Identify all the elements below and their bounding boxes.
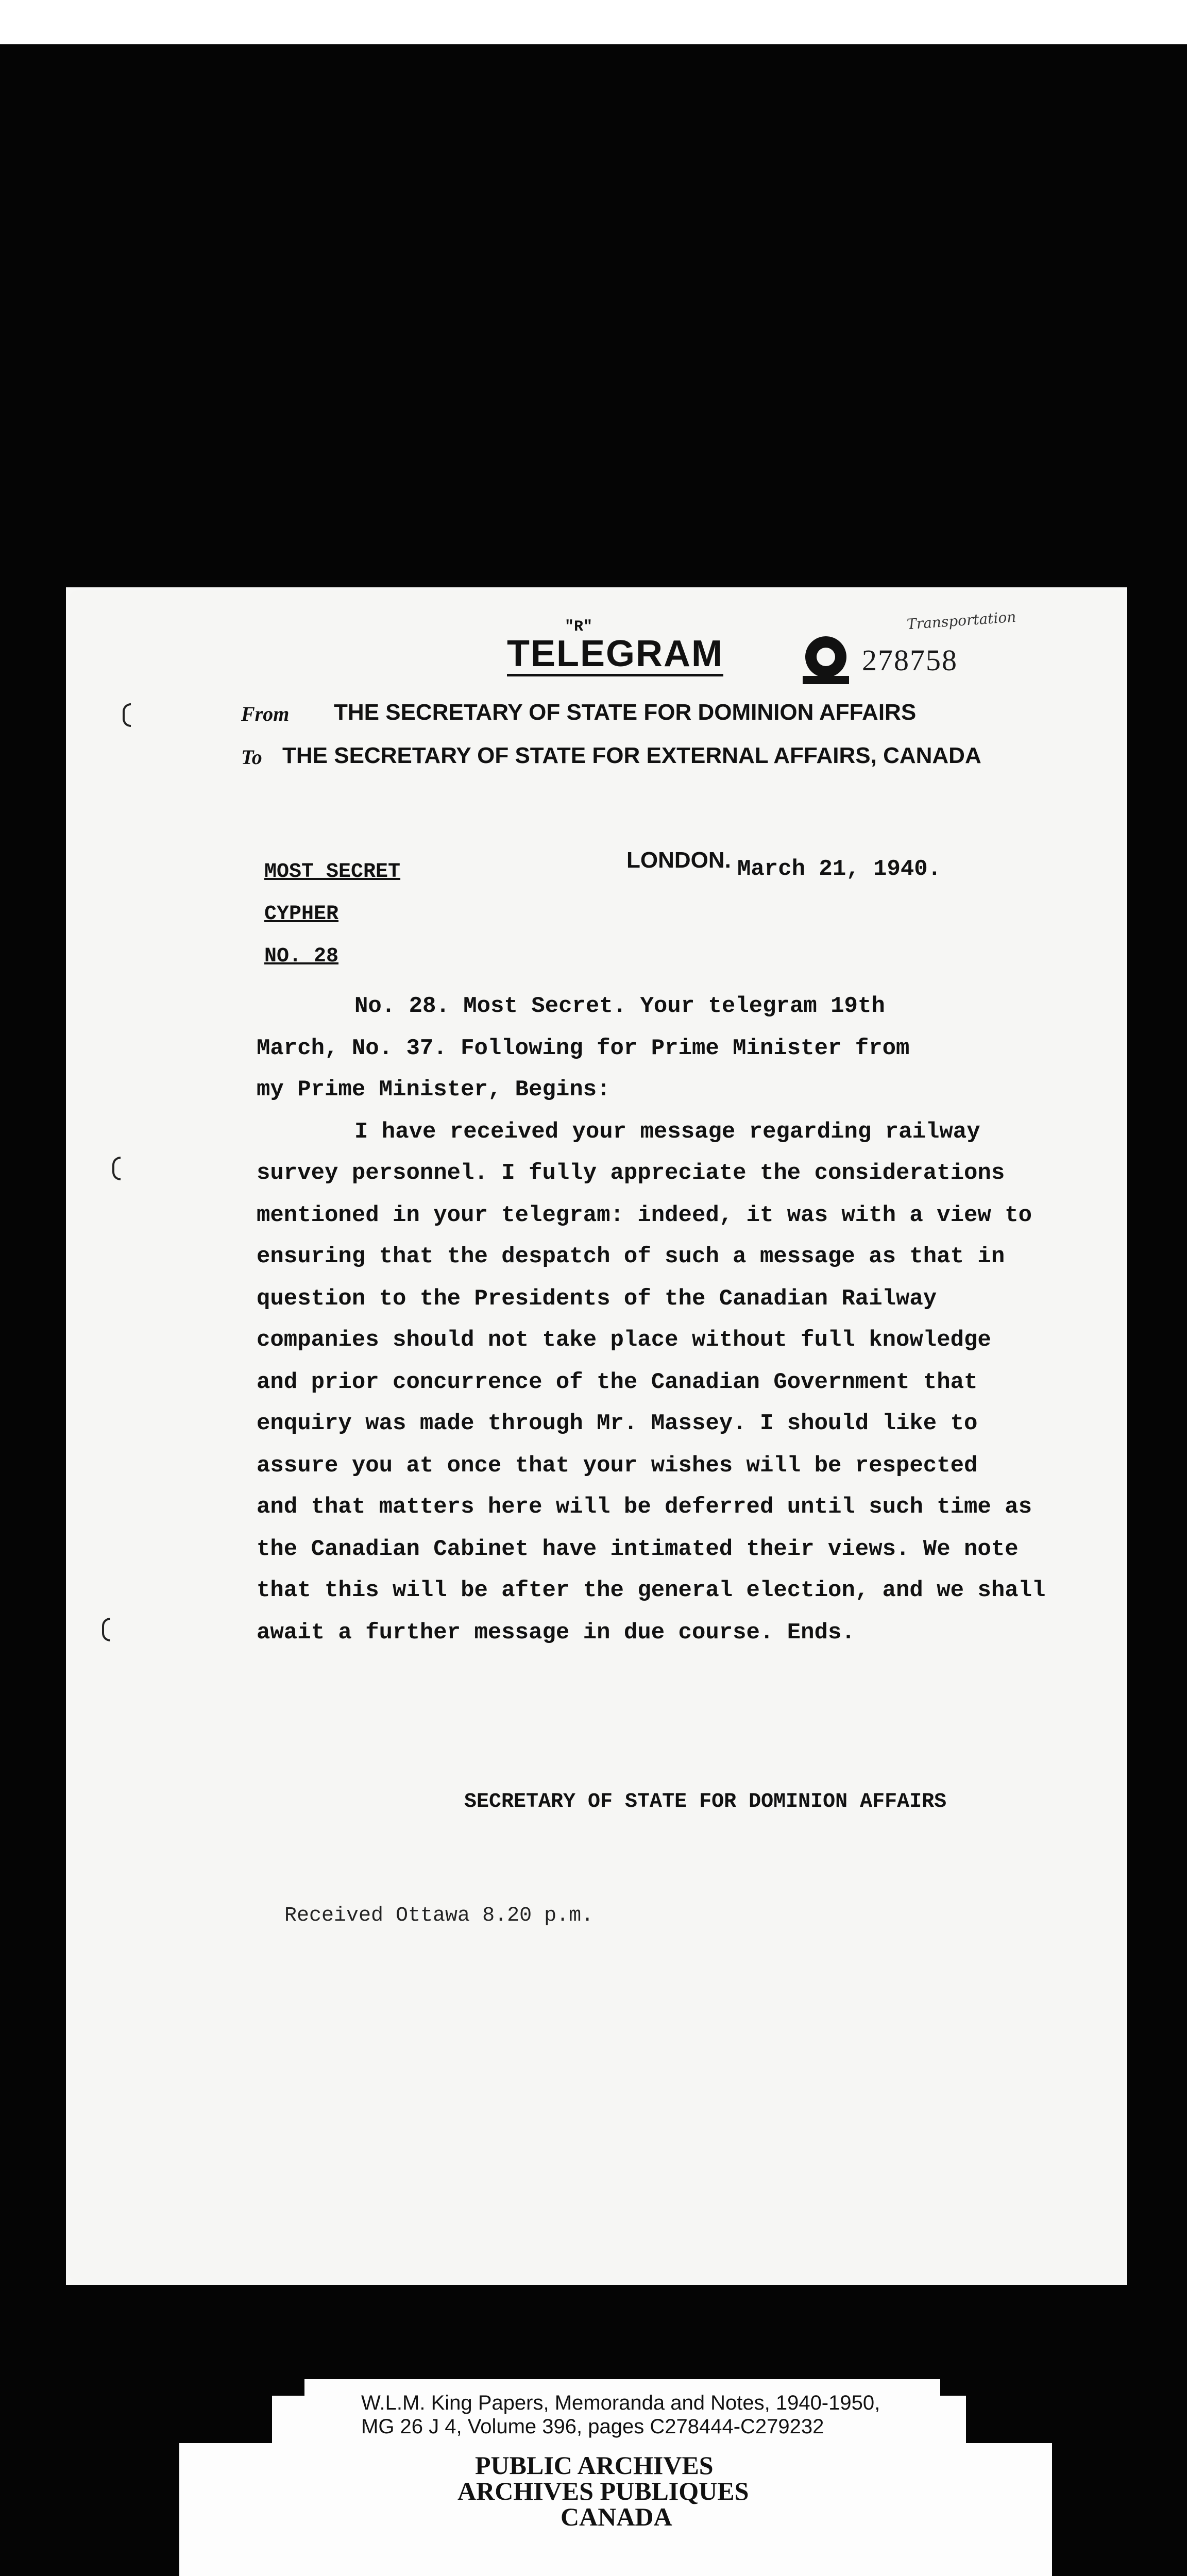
body-line: ensuring that the despatch of such a message as that in — [257, 1244, 1005, 1269]
telegram-sheet — [66, 587, 1127, 2285]
body-line: question to the Presidents of the Canadian Railway — [257, 1286, 937, 1312]
crown-seal-base-icon — [803, 676, 849, 684]
body-line: enquiry was made through Mr. Massey. I should like to — [257, 1411, 978, 1436]
from-label: From — [241, 702, 290, 725]
body-line: await a further message in due course. Ends. — [257, 1620, 855, 1646]
punch-hole-icon — [112, 1157, 121, 1180]
body-line: and that matters here will be deferred until such time as — [257, 1494, 1032, 1520]
archive-reference-line2: MG 26 J 4, Volume 396, pages C278444-C279232 — [361, 2415, 824, 2438]
archive-label-top — [304, 2379, 940, 2443]
archive-stamp-line1: PUBLIC ARCHIVES — [475, 2451, 714, 2480]
telegram-number: 278758 — [862, 643, 958, 677]
date: March 21, 1940. — [737, 856, 942, 882]
punch-hole-icon — [102, 1618, 110, 1641]
body-line: survey personnel. I fully appreciate the considerations — [257, 1160, 1005, 1186]
body-line: companies should not take place without full knowledge — [257, 1327, 991, 1353]
classification-most-secret: MOST SECRET — [264, 860, 401, 884]
body-line: mentioned in your telegram: indeed, it was with a view to — [257, 1202, 1032, 1228]
archive-reference-line1: W.L.M. King Papers, Memoranda and Notes, 1940-1950, — [361, 2392, 880, 2414]
body-line: and prior concurrence of the Canadian Government that — [257, 1369, 978, 1395]
archive-stamp-line3: CANADA — [561, 2502, 672, 2531]
handwritten-note: Transportation — [906, 608, 1017, 633]
punch-hole-icon — [123, 703, 131, 727]
body-line: assure you at once that your wishes will be respected — [257, 1453, 978, 1479]
to-text: THE SECRETARY OF STATE FOR EXTERNAL AFFAIRS, CANADA — [282, 743, 981, 768]
signature: SECRETARY OF STATE FOR DOMINION AFFAIRS — [464, 1790, 947, 1814]
archive-stamp-line2: ARCHIVES PUBLIQUES — [457, 2477, 749, 2505]
classification-number: NO. 28 — [264, 945, 339, 968]
to-label: To — [241, 745, 262, 769]
received-note: Received Ottawa 8.20 p.m. — [284, 1904, 594, 1927]
classification-cypher: CYPHER — [264, 903, 339, 926]
place: LONDON. — [626, 848, 731, 873]
telegram-marker: "R" — [565, 618, 593, 636]
archive-label-bottom — [179, 2443, 1052, 2576]
crown-seal-icon — [805, 636, 846, 677]
from-text: THE SECRETARY OF STATE FOR DOMINION AFFAIRS — [334, 700, 917, 725]
body-line: March, No. 37. Following for Prime Minister from — [257, 1036, 910, 1061]
body-line: the Canadian Cabinet have intimated their views. We note — [257, 1536, 1019, 1562]
body-line: that this will be after the general election, and we shall — [257, 1578, 1046, 1603]
body-line: my Prime Minister, Begins: — [257, 1077, 611, 1103]
body-line: No. 28. Most Secret. Your telegram 19th — [354, 993, 885, 1019]
body-line: I have received your message regarding railway — [354, 1119, 980, 1145]
telegram-title: TELEGRAM — [507, 635, 723, 676]
